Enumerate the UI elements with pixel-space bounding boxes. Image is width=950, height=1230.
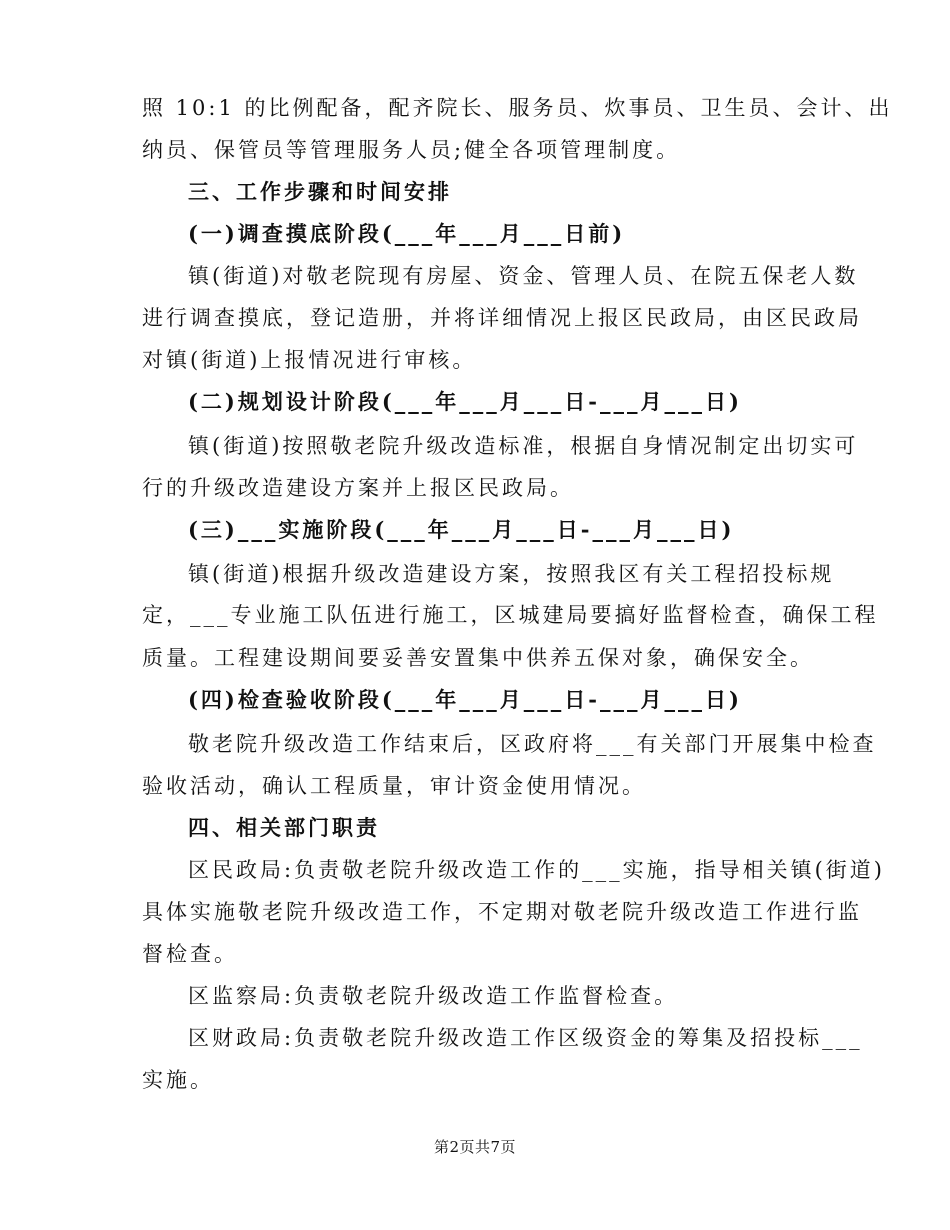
subsection-heading: (三)___实施阶段(___年___月___日-___月___日)	[188, 517, 735, 542]
subsection-heading: (二)规划设计阶段(___年___月___日-___月___日)	[188, 389, 742, 414]
body-text-line: 区监察局:负责敬老院升级改造工作监督检查。	[188, 984, 679, 1008]
body-text-line: 区民政局:负责敬老院升级改造工作的___实施，指导相关镇(街道)	[188, 858, 885, 882]
body-text-line: 行的升级改造建设方案并上报区民政局。	[142, 476, 574, 500]
body-text-line: 督检查。	[142, 942, 238, 966]
body-text-line: 区财政局:负责敬老院升级改造工作区级资金的筹集及招投标___	[188, 1026, 863, 1050]
section-heading: 四、相关部门职责	[188, 815, 380, 840]
body-text-line: 具体实施敬老院升级改造工作，不定期对敬老院升级改造工作进行监	[142, 900, 862, 924]
body-text-line: 进行调查摸底，登记造册，并将详细情况上报区民政局，由区民政局	[142, 306, 862, 330]
subsection-heading: (四)检查验收阶段(___年___月___日-___月___日)	[188, 687, 742, 712]
body-text-line: 对镇(街道)上报情况进行审核。	[142, 348, 477, 372]
body-text-line: 验收活动，确认工程质量，审计资金使用情况。	[142, 774, 646, 798]
page-number-footer: 第2页共7页	[433, 1138, 517, 1156]
body-text-line: 定，___专业施工队伍进行施工，区城建局要搞好监督检查，确保工程	[142, 603, 879, 627]
body-text-line: 实施。	[142, 1068, 214, 1092]
subsection-heading: (一)调查摸底阶段(___年___月___日前)	[188, 221, 626, 246]
body-text-line: 镇(街道)按照敬老院升级改造标准，根据自身情况制定出切实可	[188, 434, 859, 458]
section-heading: 三、工作步骤和时间安排	[188, 179, 452, 204]
body-text-line: 镇(街道)根据升级改造建设方案，按照我区有关工程招投标规	[188, 562, 835, 586]
body-text-line: 镇(街道)对敬老院现有房屋、资金、管理人员、在院五保老人数	[188, 264, 859, 288]
body-text-line: 质量。工程建设期间要妥善安置集中供养五保对象，确保安全。	[142, 646, 814, 670]
body-text-line: 纳员、保管员等管理服务人员;健全各项管理制度。	[142, 138, 681, 162]
body-text-line: 照 10:1 的比例配备，配齐院长、服务员、炊事员、卫生员、会计、出	[142, 96, 893, 120]
body-text-line: 敬老院升级改造工作结束后，区政府将___有关部门开展集中检查	[188, 732, 877, 756]
